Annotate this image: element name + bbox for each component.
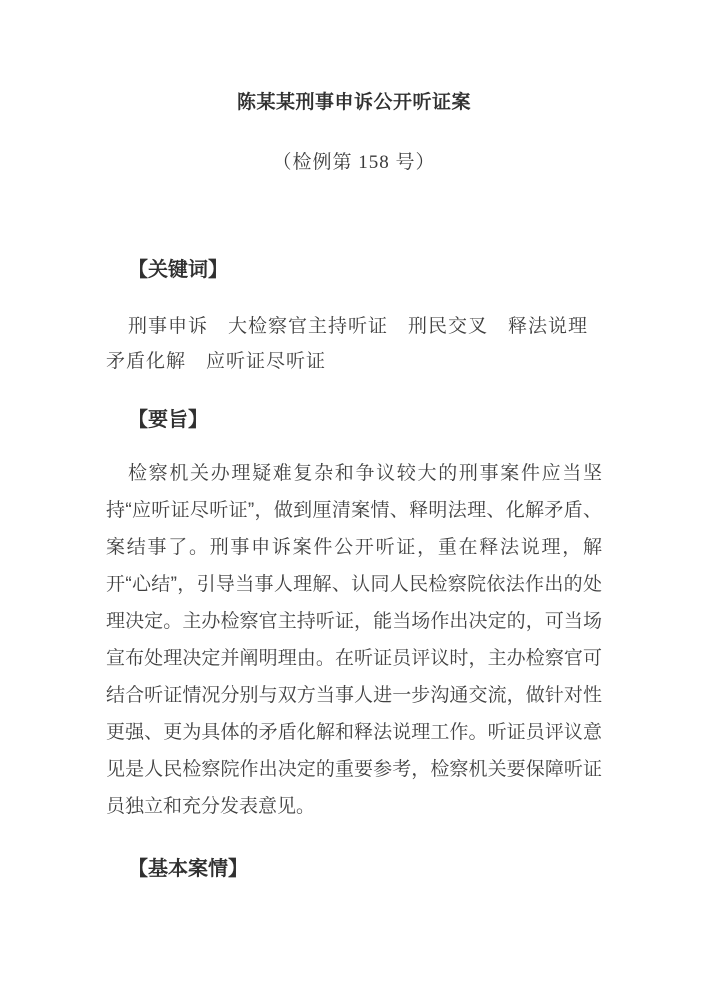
basic-facts-heading: 【基本案情】: [128, 858, 248, 880]
case-number: （检例第 158 号）: [272, 152, 436, 173]
keywords-list: [106, 309, 602, 379]
document-title: 陈某某刑事申诉公开听证案: [236, 92, 471, 113]
gist-paragraph: 检察机关办理疑难复杂和争议较大的刑事案件应当坚持“应听证尽听证”，做到厘清案情、释明法理、化解矛盾、案结事了。刑事申诉案件公开听证，重在释法说理，解开“心结”，引导当事人理解、认同人民检察院依法作出的处理决定。主办检察官主持听证，能当场作出决定的，可当场宣布处理决定并阐明理由。在听证员评议时，主办检察官可结合听证情况分别与双方当事人进一步沟通交流，做针对性更强、更为具体的矛盾化解和释法说理工作。听证员评议意见是人民检察院作出决定的重要参考，检察机关要保障听证员独立和充分发表意见。: [106, 463, 602, 817]
keywords-row: 矛盾化解 应听证尽听证: [106, 351, 327, 372]
keywords-heading: 【关键词】: [128, 259, 228, 281]
gist-heading: 【要旨】: [128, 409, 208, 431]
keywords-row: 刑事申诉 大检察官主持听证 刑民交叉 释法说理: [128, 316, 589, 337]
